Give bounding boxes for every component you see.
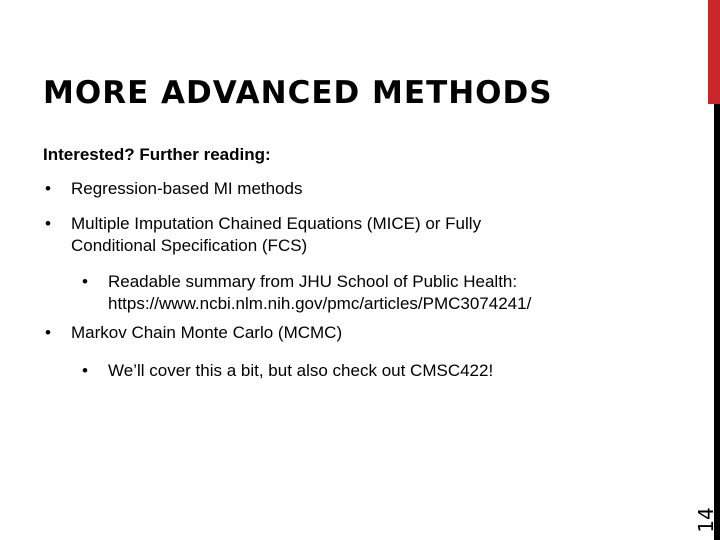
page-number: 14 xyxy=(694,507,718,533)
bullet-line: We’ll cover this a bit, but also check out CMSC422! xyxy=(108,361,494,380)
bullet-line: Multiple Imputation Chained Equations (MICE) or Fully xyxy=(71,214,482,233)
bullet-text xyxy=(71,178,303,200)
accent-red-bar xyxy=(708,0,720,104)
intro-text: Interested? Further reading: xyxy=(43,145,271,164)
bullet-dot: • xyxy=(45,214,51,233)
bullet-text xyxy=(108,271,531,315)
slide-title: MORE ADVANCED METHODS xyxy=(43,75,553,111)
bullet-text xyxy=(71,322,342,344)
reference-url: https://www.ncbi.nlm.nih.gov/pmc/articles/PMC3074241/ xyxy=(108,294,532,313)
bullet-text xyxy=(108,360,493,382)
bullet-line: Conditional Specification (FCS) xyxy=(71,236,308,255)
bullet-dot: • xyxy=(45,323,51,342)
bullet-line: Readable summary from JHU School of Public Health: xyxy=(108,272,518,291)
bullet-text xyxy=(71,213,481,257)
side-black-bar xyxy=(714,104,720,540)
bullet-line: Regression-based MI methods xyxy=(71,179,303,198)
bullet-line: Markov Chain Monte Carlo (MCMC) xyxy=(71,323,343,342)
bullet-dot: • xyxy=(82,272,88,291)
bullet-dot: • xyxy=(82,361,88,380)
bullet-dot: • xyxy=(45,179,51,198)
